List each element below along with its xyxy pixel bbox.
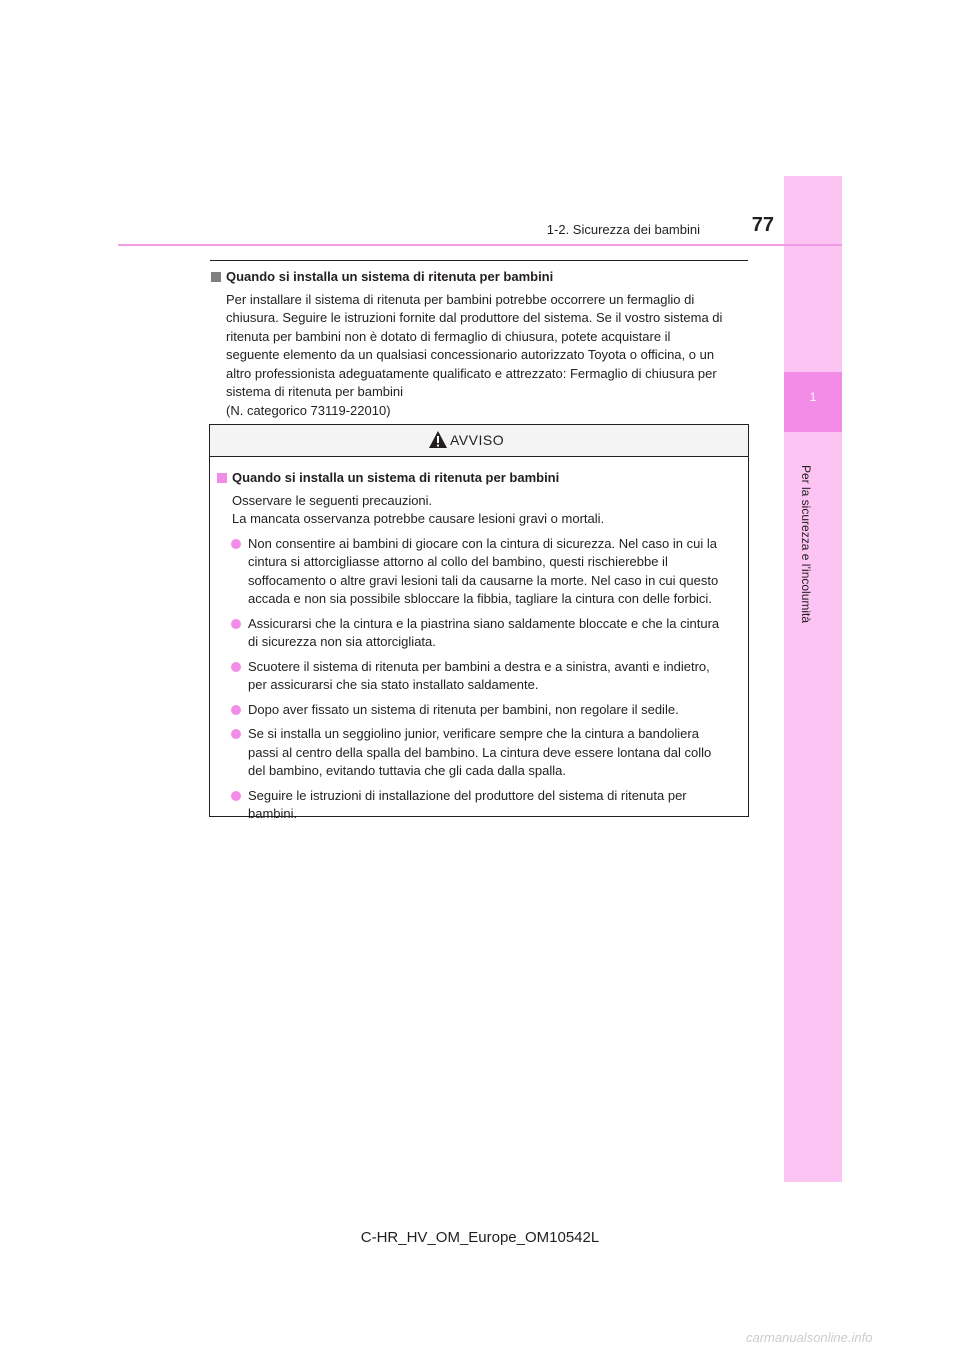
bullet-line: cintura si attorcigliasse attorno al collo del bambino, questi rischierebbe il <box>248 554 668 569</box>
header-rule <box>118 244 842 246</box>
bullet-line: Scuotere il sistema di ritenuta per bambini a destra e a sinistra, avanti e indietro, <box>248 658 710 674</box>
bullet-line: soffocamento o altre gravi lesioni tali da causarne la morte. Nel caso in cui questo <box>248 572 719 588</box>
chapter-side-tab <box>784 176 842 1182</box>
bullet-line: accada e non sia possibile sbloccare la fibbia, tagliare la cintura con delle forbici. <box>248 591 712 606</box>
chapter-number: 1 <box>809 390 817 404</box>
warning-heading-text: Quando si installa un sistema di ritenuta per bambini <box>232 470 560 485</box>
manual-code: C-HR_HV_OM_Europe_OM10542L <box>360 1229 600 1246</box>
warning-bullet-list <box>230 535 742 824</box>
bullet-line: per assicurarsi che sia stato installato saldamente. <box>248 677 539 692</box>
warning-bullet <box>230 701 742 720</box>
bullet-line: bambini. <box>248 806 298 821</box>
warning-lead <box>232 492 742 529</box>
warning-bullet <box>230 535 742 609</box>
watermark-link[interactable]: carmanualsonline.info <box>746 1330 873 1345</box>
bullet-dot-icon <box>231 705 241 715</box>
warning-triangle-icon <box>428 430 448 450</box>
intro-heading-text: Quando si installa un sistema di ritenuta per bambini <box>226 269 554 284</box>
intro-line: (N. categorico 73119-22010) <box>226 402 391 418</box>
square-bullet-icon <box>217 473 227 483</box>
chapter-title-vertical: Per la sicurezza e l’incolumità <box>799 465 813 624</box>
warning-lead-line: Osservare le seguenti precauzioni. <box>232 492 433 508</box>
warning-heading <box>216 469 742 488</box>
bullet-line: di sicurezza non sia attorcigliata. <box>248 634 436 649</box>
warning-box <box>209 424 749 821</box>
bullet-line: del bambino, evitando tuttavia che gli cada dalla spalla. <box>248 763 566 778</box>
intro-line: ritenuta per bambini non è dotato di fermaglio di chiusura, potete acquistare il <box>226 328 671 344</box>
intro-paragraph <box>226 291 748 421</box>
intro-line: seguente elemento da un qualsiasi concessionario autorizzato Toyota o officina, o un <box>226 347 715 362</box>
warning-bullet <box>230 658 742 695</box>
header-section-title: 1-2. Sicurezza dei bambini <box>546 222 700 237</box>
bullet-line: Assicurarsi che la cintura e la piastrina siano saldamente bloccate e che la cintura <box>248 615 720 631</box>
bullet-dot-icon <box>231 662 241 672</box>
bullet-dot-icon <box>231 539 241 549</box>
bullet-dot-icon <box>231 619 241 629</box>
warning-bullet <box>230 787 742 824</box>
warning-bullet <box>230 615 742 652</box>
intro-line: Per installare il sistema di ritenuta per bambini potrebbe occorrere un fermaglio di <box>226 291 695 307</box>
warning-lead-line: La mancata osservanza potrebbe causare lesioni gravi o mortali. <box>232 511 605 526</box>
bullet-line: Dopo aver fissato un sistema di ritenuta per bambini, non regolare il sedile. <box>248 701 679 717</box>
page-number: 77 <box>751 214 774 236</box>
bullet-dot-icon <box>231 791 241 801</box>
bullet-line: Non consentire ai bambini di giocare con la cintura di sicurezza. Nel caso in cui la <box>248 535 717 551</box>
warning-bullet <box>230 725 742 781</box>
intro-line: altro professionista adeguatamente qualificato e attrezzato: Fermaglio di chiusura per <box>226 365 717 381</box>
intro-line: sistema di ritenuta per bambini <box>226 384 404 399</box>
warning-title: AVVISO <box>450 432 505 448</box>
warning-header <box>210 425 748 457</box>
intro-line: chiusura. Seguire le istruzioni fornite dal produttore del sistema. Se il vostro sistema di <box>226 310 723 325</box>
warning-body <box>210 457 748 824</box>
bullet-line: Se si installa un seggiolino junior, verificare sempre che la cintura a bandoliera <box>248 726 699 741</box>
intro-heading <box>210 268 748 287</box>
square-bullet-icon <box>211 272 221 282</box>
bullet-line: Seguire le istruzioni di installazione del produttore del sistema di ritenuta per <box>248 787 687 803</box>
content-top-rule <box>210 260 748 261</box>
bullet-line: passi al centro della spalla del bambino. La cintura deve essere lontana dal collo <box>248 744 712 760</box>
bullet-dot-icon <box>231 729 241 739</box>
intro-section <box>210 268 748 420</box>
